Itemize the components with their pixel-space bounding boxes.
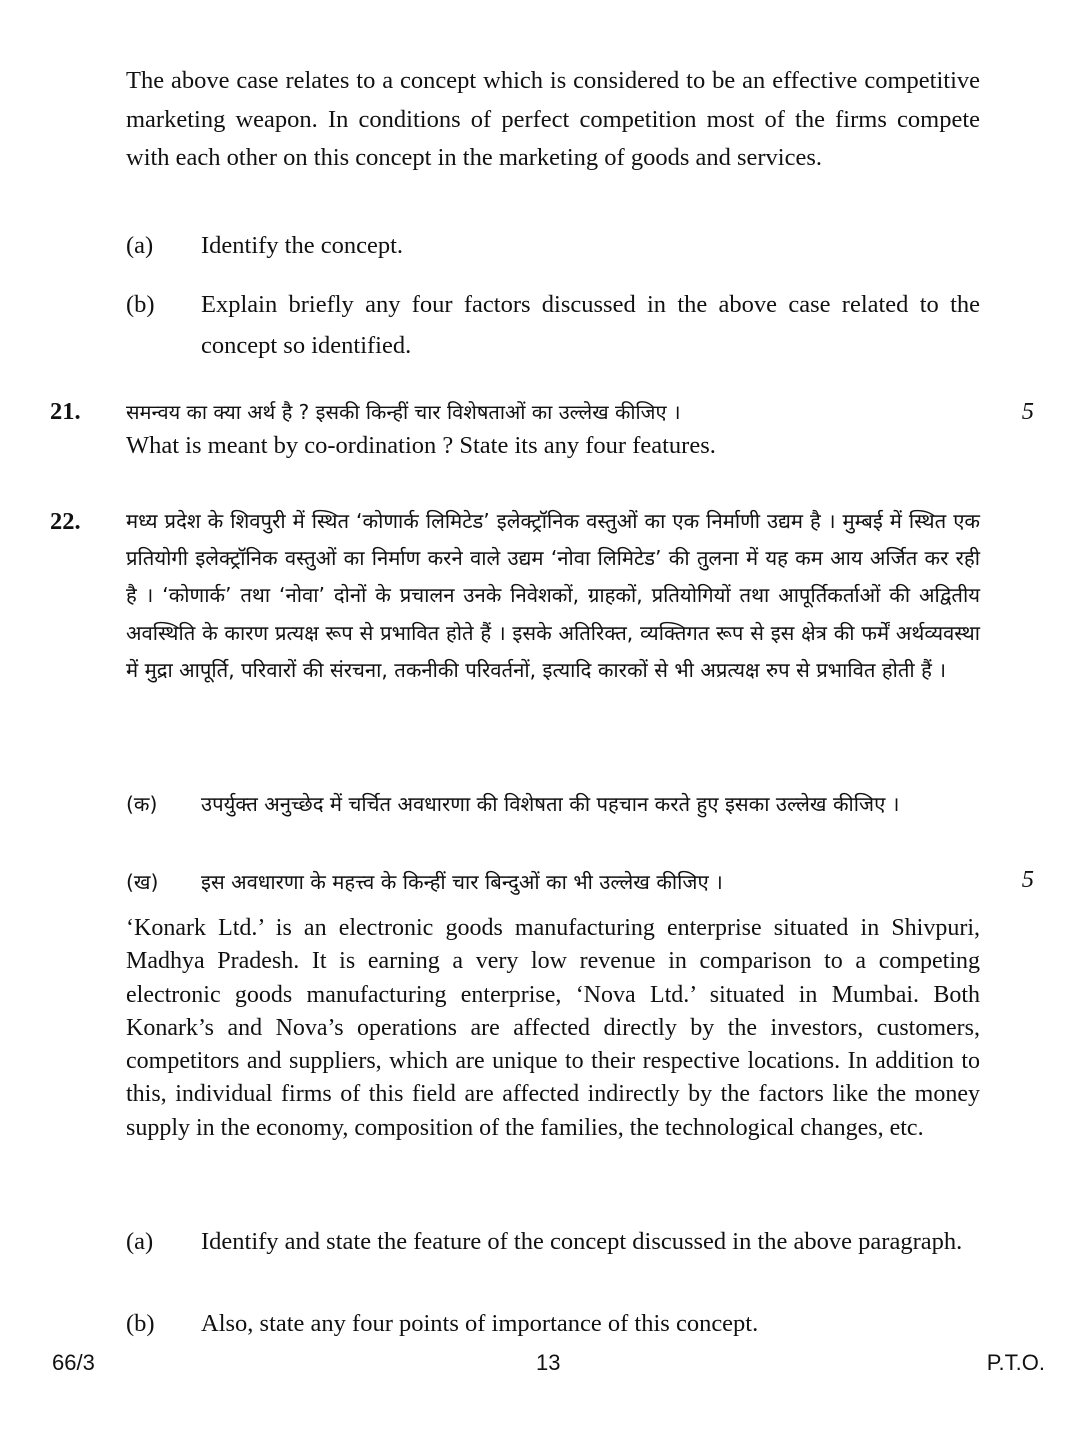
q22-number: 22. [50, 508, 81, 535]
q22-sub-a-text: Identify and state the feature of the concept discussed in the above paragraph. [201, 1228, 963, 1255]
footer-paper-code: 66/3 [52, 1350, 95, 1375]
q21-number: 21. [50, 398, 81, 425]
q22-marks: 5 [1021, 866, 1034, 893]
q20-sub-a-text: Identify the concept. [201, 232, 404, 259]
q22-hindi-sub-ka-text: उपर्युक्त अनुच्छेद में चर्चित अवधारणा की विशेषता की पहचान करते हुए इसका उल्लेख कीजिए । [201, 792, 900, 816]
q21-marks: 5 [1021, 398, 1034, 425]
q20-case-paragraph: The above case relates to a concept which is considered to be an effective competitive marketing weapon. In conditions of perfect competition most of the firms compete with each other on this concept in the marketing of goods and services. [126, 67, 980, 171]
q20-sub-b-label: (b) [126, 291, 155, 318]
q22-english-paragraph: ‘Konark Ltd.’ is an electronic goods manufacturing enterprise situated in Shivpuri, Madhya Pradesh. It is earning a very low revenue in comparison to a competing electronic goods manufacturing enterprise, ‘Nova Ltd.’ situated in Mumbai. Both Konark’s and Nova’s operations are affected directly by the investors, customers, competitors and suppliers, which are unique to their respective locations. In addition to this, individual firms of this field are affected indirectly by the factors like the money supply in the economy, composition of the families, the technological changes, etc. [126, 915, 980, 1141]
footer-page-number: 13 [536, 1350, 561, 1375]
footer-pto: P.T.O. [986, 1350, 1045, 1375]
q22-sub-b-text: Also, state any four points of importance of this concept. [201, 1310, 759, 1337]
q20-sub-a-label: (a) [126, 232, 154, 259]
q22-sub-a-label: (a) [126, 1228, 154, 1255]
q22-hindi-sub-ka-label: (क) [126, 792, 158, 816]
q22-hindi-paragraph: मध्य प्रदेश के शिवपुरी में स्थित ‘कोणार्क लिमिटेड’ इलेक्ट्रॉनिक वस्तुओं का एक निर्माणी उद्यम है । मुम्बई में स्थित एक प्रतियोगी इलेक्ट्रॉनिक वस्तुओं का निर्माण करने वाले उद्यम ‘नोवा लिमिटेड’ की तुलना में यह कम आय अर्जित कर रही है । ‘कोणार्क’ तथा ‘नोवा’ दोनों के प्रचालन उनके निवेशकों, ग्राहकों, प्रतियोगियों तथा आपूर्तिकर्ताओं की अद्वितीय अवस्थिति के कारण प्रत्यक्ष रूप से प्रभावित होते हैं । इसके अतिरिक्त, व्यक्तिगत रूप से इस क्षेत्र की फर्में अर्थव्यवस्था में मुद्रा आपूर्ति, परिवारों की संरचना, तकनीकी परिवर्तनों, इत्यादि कारकों से भी अप्रत्यक्ष रुप से प्रभावित होती हैं । [126, 509, 980, 682]
q21-hindi-text: समन्वय का क्या अर्थ है ? इसकी किन्हीं चार विशेषताओं का उल्लेख कीजिए । [126, 400, 681, 424]
q20-sub-b-text: Explain briefly any four factors discussed in the above case related to the concept so identified. [201, 291, 980, 359]
q22-hindi-sub-kha-label: (ख) [126, 870, 159, 894]
q22-hindi-sub-kha-text: इस अवधारणा के महत्त्व के किन्हीं चार बिन्दुओं का भी उल्लेख कीजिए । [201, 870, 723, 894]
q22-sub-b-label: (b) [126, 1310, 155, 1337]
q21-english-text: What is meant by co-ordination ? State its any four features. [126, 432, 716, 459]
